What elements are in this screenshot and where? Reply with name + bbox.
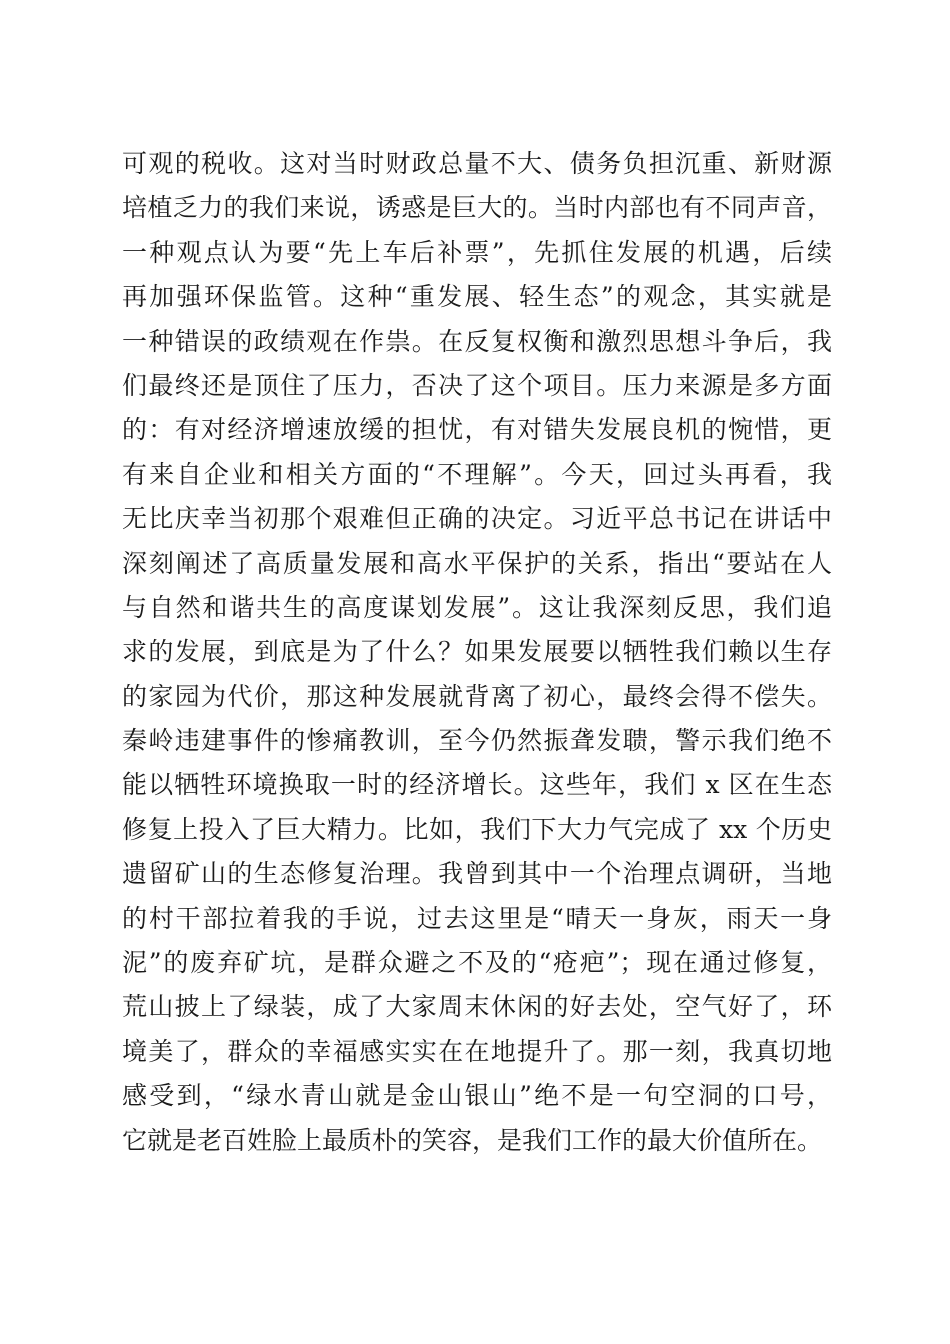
text-line: 无比庆幸当初那个艰难但正确的决定。习近平总书记在讲话中 xyxy=(122,504,832,534)
text-line: 感受到，“绿水青山就是金山银山”绝不是一句空洞的口号， xyxy=(122,1081,832,1111)
text-line: 求的发展，到底是为了什么？如果发展要以牺牲我们赖以生存 xyxy=(122,637,832,667)
text-line: 修复上投入了巨大精力。比如，我们下大力气完成了 xx 个历史 xyxy=(122,814,832,844)
text-line: 荒山披上了绿装，成了大家周末休闲的好去处，空气好了，环 xyxy=(122,992,832,1022)
text-line: 培植乏力的我们来说，诱惑是巨大的。当时内部也有不同声音， xyxy=(122,193,832,223)
text-line: 与自然和谐共生的高度谋划发展”。这让我深刻反思，我们追 xyxy=(122,592,832,622)
text-line: 可观的税收。这对当时财政总量不大、债务负担沉重、新财源 xyxy=(122,149,832,178)
text-line: 泥”的废弃矿坑，是群众避之不及的“疮疤”；现在通过修复， xyxy=(122,948,832,978)
text-line: 的家园为代价，那这种发展就背离了初心，最终会得不偿失。 xyxy=(122,681,832,711)
text-line: 深刻阐述了高质量发展和高水平保护的关系，指出“要站在人 xyxy=(122,548,832,578)
text-line: 们最终还是顶住了压力，否决了这个项目。压力来源是多方面 xyxy=(122,370,832,400)
text-line: 一种观点认为要“先上车后补票”，先抓住发展的机遇，后续 xyxy=(122,237,832,267)
text-line: 再加强环保监管。这种“重发展、轻生态”的观念，其实就是 xyxy=(122,282,832,312)
text-line: 一种错误的政绩观在作祟。在反复权衡和激烈思想斗争后，我 xyxy=(122,326,832,356)
body-text xyxy=(122,142,832,1163)
text-line: 遗留矿山的生态修复治理。我曾到其中一个治理点调研，当地 xyxy=(122,859,832,889)
text-line: 的村干部拉着我的手说，过去这里是“晴天一身灰，雨天一身 xyxy=(122,903,832,933)
text-line: 秦岭违建事件的惨痛教训，至今仍然振聋发聩，警示我们绝不 xyxy=(122,726,832,756)
text-line: 有来自企业和相关方面的“不理解”。今天，回过头再看，我 xyxy=(122,459,832,489)
text-line: 境美了，群众的幸福感实实在在地提升了。那一刻，我真切地 xyxy=(122,1036,832,1066)
text-line: 能以牺牲环境换取一时的经济增长。这些年，我们 x 区在生态 xyxy=(122,770,832,800)
text-line: 的：有对经济增速放缓的担忧，有对错失发展良机的惋惜，更 xyxy=(122,415,832,445)
text-line: 它就是老百姓脸上最质朴的笑容，是我们工作的最大价值所在。 xyxy=(122,1125,823,1155)
